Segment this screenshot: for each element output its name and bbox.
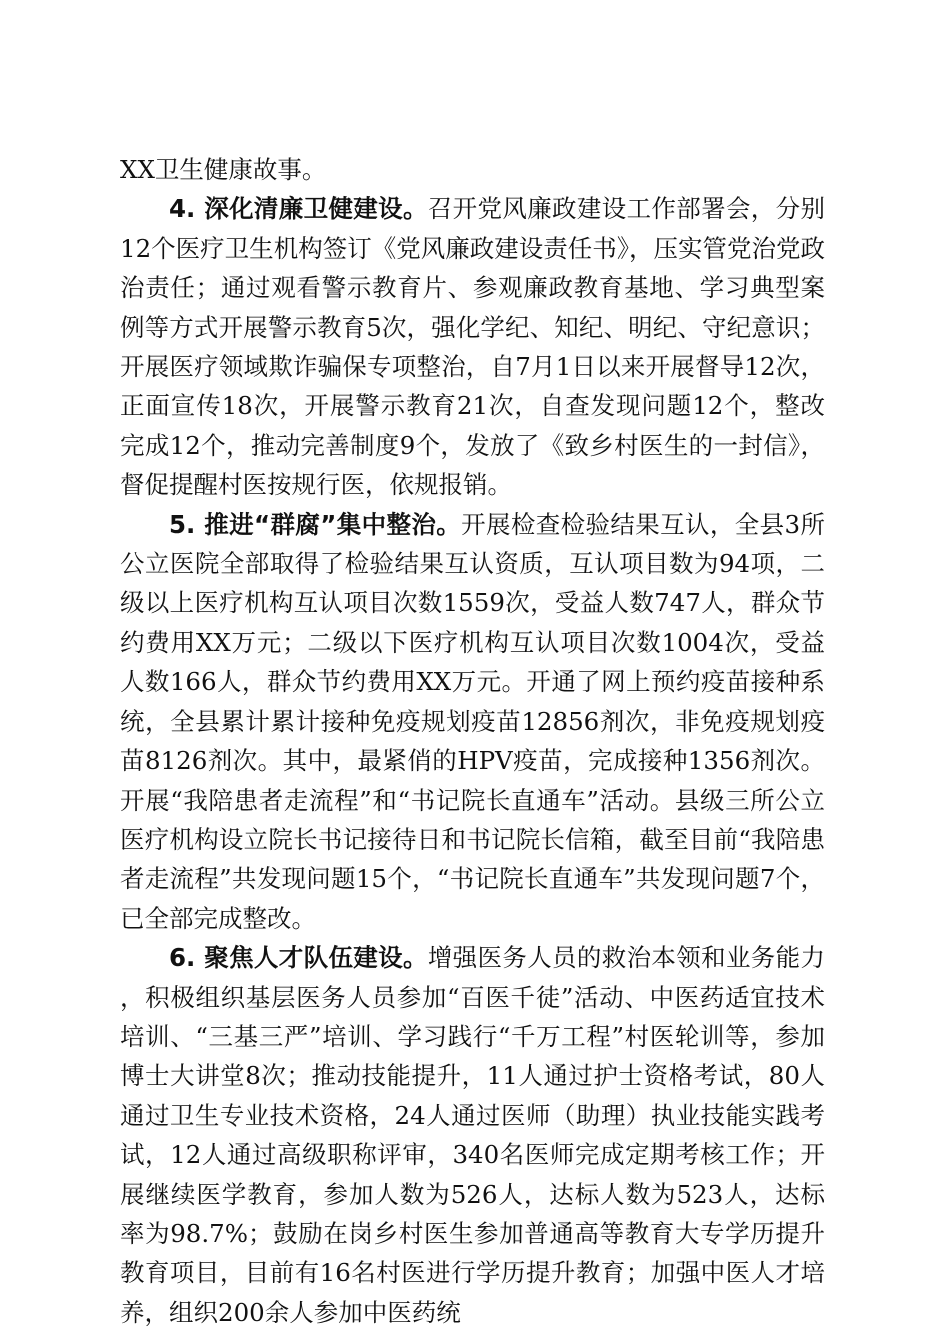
document-body	[120, 150, 825, 1332]
paragraph-text: 召开党风廉政建设工作部署会，分别12个医疗卫生机构签订《党风廉政建设责任书》，压实管党治党政治责任；通过观看警示教育片、参观廉政教育基地、学习典型案例等方式开展警示教育5次，强化学纪、知纪、明纪、守纪意识；开展医疗领域欺诈骗保专项整治，自7月1日以来开展督导12次，正面宣传18次，开展警示教育21次，自查发现问题12个，整改完成12个，推动完善制度9个，发放了《致乡村医生的一封信》，督促提醒村医按规行医，依规报销。	[120, 194, 825, 500]
paragraph-text: XX卫生健康故事。	[120, 155, 327, 184]
paragraph-section-5	[120, 505, 825, 938]
paragraph-section-4	[120, 189, 825, 504]
paragraph-text: 开展检查检验结果互认，全县3所公立医院全部取得了检验结果互认资质，互认项目数为94项，二级以上医疗机构互认项目次数1559次，受益人数747人，群众节约费用XX万元；二级以下医疗机构互认项目次数1004次，受益人数166人，群众节约费用XX万元。开通了网上预约疫苗接种系统，全县累计累计接种免疫规划疫苗12856剂次，非免疫规划疫苗8126剂次。其中，最紧俏的HPV疫苗，完成接种1356剂次。开展“我陪患者走流程”和“书记院长直通车”活动。县级三所公立医疗机构设立院长书记接待日和书记院长信箱，截至目前“我陪患者走流程”共发现问题15个，“书记院长直通车”共发现问题7个，已全部完成整改。	[120, 509, 825, 933]
section-heading-4: 4. 深化清廉卫健建设。	[169, 194, 428, 224]
section-heading-5: 5. 推进“群腐”集中整治。	[169, 509, 462, 539]
paragraph-continuation	[120, 150, 825, 189]
paragraph-section-6	[120, 938, 825, 1332]
section-heading-6: 6. 聚焦人才队伍建设。	[169, 943, 428, 973]
paragraph-text: 增强医务人员的救治本领和业务能力，积极组织基层医务人员参加“百医千徒”活动、中医药适宜技术培训、“三基三严”培训、学习践行“千万工程”村医轮训等，参加博士大讲堂8次；推动技能提升，11人通过护士资格考试，80人通过卫生专业技术资格，24人通过医师（助理）执业技能实践考试，12人通过高级职称评审，340名医师完成定期考核工作；开展继续医学教育，参加人数为526人，达标人数为523人，达标率为98.7%；鼓励在岗乡村医生参加普通高等教育大专学历提升教育项目，目前有16名村医进行学历提升教育；加强中医人才培养，组织200余人参加中医药统	[120, 943, 825, 1327]
